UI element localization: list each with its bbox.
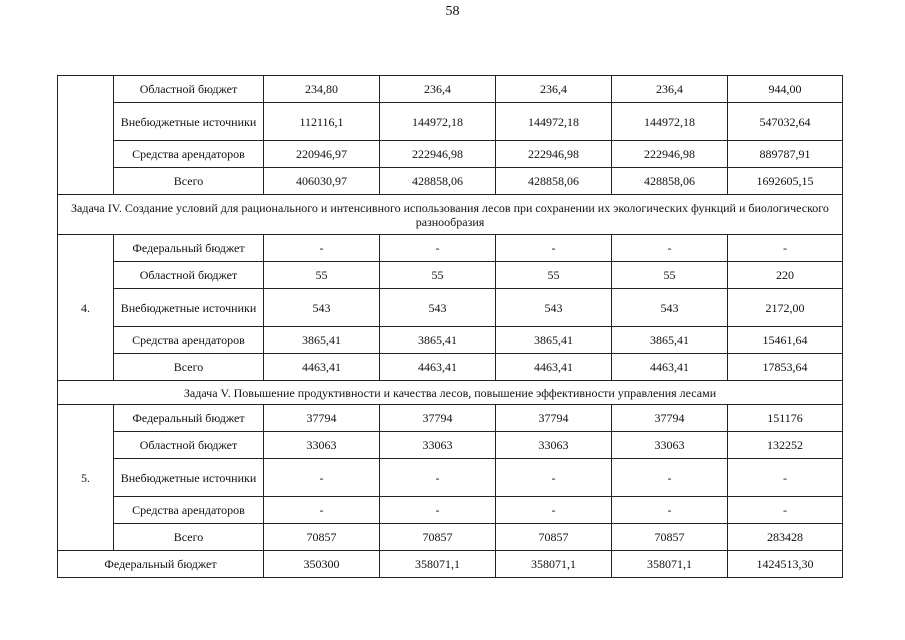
task-header-row [58,195,843,235]
source-cell: Внебюджетные источники [114,459,264,497]
value-cell: - [264,235,380,262]
value-cell: 144972,18 [496,103,612,141]
value-cell: - [612,497,728,524]
value-cell: 222946,98 [496,141,612,168]
task-4-title: Задача IV. Создание условий для рационального и интенсивного использования лесов при сохранении их экологических функций и биологического разнообразия [58,195,843,235]
page-number: 58 [445,4,460,19]
task-header-row [58,381,843,405]
value-cell: 144972,18 [380,103,496,141]
total-cell: 220 [728,262,843,289]
value-cell: - [380,497,496,524]
table-row [58,141,843,168]
value-cell: 4463,41 [612,354,728,381]
total-cell: 17853,64 [728,354,843,381]
value-cell: 4463,41 [496,354,612,381]
value-cell: 55 [380,262,496,289]
source-cell: Внебюджетные источники [114,103,264,141]
source-cell: Федеральный бюджет [114,235,264,262]
value-cell: 33063 [496,432,612,459]
value-cell: 222946,98 [380,141,496,168]
value-cell: 33063 [612,432,728,459]
table-row [58,459,843,497]
value-cell: 543 [496,289,612,327]
source-cell: Всего [114,168,264,195]
value-cell: - [380,459,496,497]
total-cell: 132252 [728,432,843,459]
value-cell: 428858,06 [612,168,728,195]
number-cell [58,76,114,195]
value-cell: 358071,1 [496,551,612,578]
value-cell: - [496,497,612,524]
source-cell: Внебюджетные источники [114,289,264,327]
value-cell: - [380,235,496,262]
table-row [58,262,843,289]
source-cell: Федеральный бюджет [114,405,264,432]
value-cell: 3865,41 [380,327,496,354]
total-cell: 15461,64 [728,327,843,354]
table-row [58,327,843,354]
total-cell: - [728,459,843,497]
table-row [58,76,843,103]
total-cell: - [728,235,843,262]
value-cell: - [612,459,728,497]
source-cell: Средства арендаторов [114,141,264,168]
value-cell: 3865,41 [612,327,728,354]
source-cell: Областной бюджет [114,432,264,459]
value-cell: 33063 [264,432,380,459]
value-cell: 37794 [264,405,380,432]
total-cell: 944,00 [728,76,843,103]
value-cell: - [264,459,380,497]
value-cell: 37794 [496,405,612,432]
value-cell: 112116,1 [264,103,380,141]
budget-table [57,75,843,578]
total-cell: 1692605,15 [728,168,843,195]
value-cell: 358071,1 [380,551,496,578]
value-cell: 543 [380,289,496,327]
value-cell: 55 [496,262,612,289]
value-cell: 220946,97 [264,141,380,168]
value-cell: 55 [612,262,728,289]
value-cell: 406030,97 [264,168,380,195]
value-cell: 428858,06 [496,168,612,195]
value-cell: 236,4 [380,76,496,103]
total-cell: 889787,91 [728,141,843,168]
value-cell: 543 [264,289,380,327]
table-row [58,354,843,381]
value-cell: 144972,18 [612,103,728,141]
value-cell: 3865,41 [496,327,612,354]
table-row [58,524,843,551]
value-cell: 70857 [380,524,496,551]
value-cell: 37794 [612,405,728,432]
value-cell: - [264,497,380,524]
table-row [58,405,843,432]
task-4-number: 4. [58,235,114,381]
value-cell: 33063 [380,432,496,459]
source-cell: Областной бюджет [114,76,264,103]
table-row [58,103,843,141]
value-cell: - [496,235,612,262]
value-cell: 543 [612,289,728,327]
value-cell: 234,80 [264,76,380,103]
table-row [58,432,843,459]
value-cell: 350300 [264,551,380,578]
total-cell: 2172,00 [728,289,843,327]
table-row [58,168,843,195]
value-cell: 37794 [380,405,496,432]
task-5-number: 5. [58,405,114,551]
value-cell: 358071,1 [612,551,728,578]
total-cell: - [728,497,843,524]
source-cell: Всего [114,354,264,381]
source-cell: Всего [114,524,264,551]
value-cell: 3865,41 [264,327,380,354]
table-row [58,235,843,262]
federal-total-row [58,551,843,578]
value-cell: 428858,06 [380,168,496,195]
value-cell: 70857 [264,524,380,551]
value-cell: 222946,98 [612,141,728,168]
value-cell: 236,4 [496,76,612,103]
table-row [58,497,843,524]
value-cell: 236,4 [612,76,728,103]
value-cell: 70857 [496,524,612,551]
value-cell: 4463,41 [264,354,380,381]
source-cell: Средства арендаторов [114,327,264,354]
total-cell: 151176 [728,405,843,432]
value-cell: 55 [264,262,380,289]
total-cell: 1424513,30 [728,551,843,578]
source-cell: Средства арендаторов [114,497,264,524]
federal-total-label: Федеральный бюджет [58,551,264,578]
value-cell: - [496,459,612,497]
value-cell: 70857 [612,524,728,551]
total-cell: 283428 [728,524,843,551]
source-cell: Областной бюджет [114,262,264,289]
table-row [58,289,843,327]
value-cell: - [612,235,728,262]
task-5-title: Задача V. Повышение продуктивности и качества лесов, повышение эффективности управления лесами [58,381,843,405]
value-cell: 4463,41 [380,354,496,381]
total-cell: 547032,64 [728,103,843,141]
